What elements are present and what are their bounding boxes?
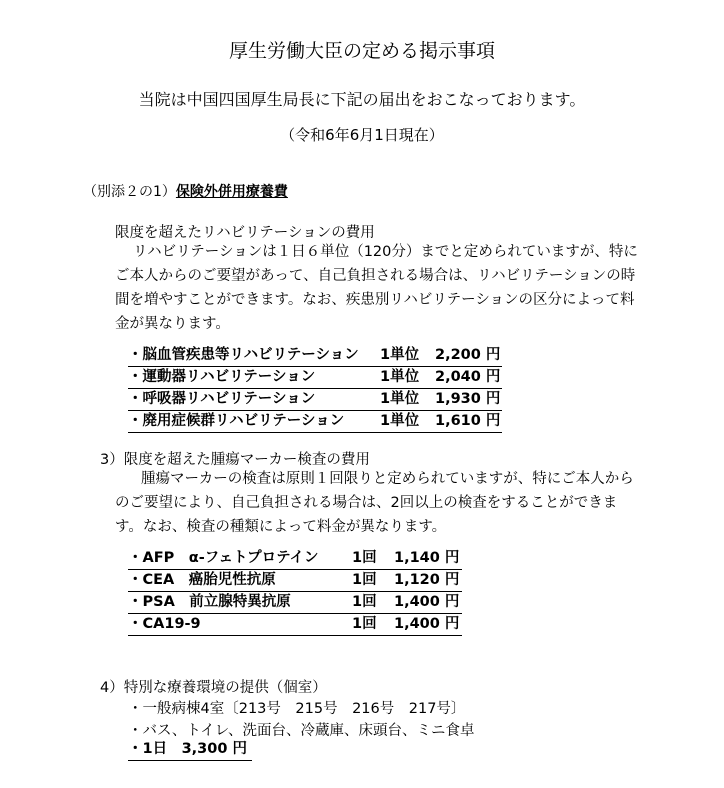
fee-item-price: 1,400 円 — [394, 594, 460, 610]
tumor-fee-row — [128, 570, 462, 592]
rehab-line-3: 間を増やすことができます。なお、疾患別リハビリテーションの区分によって料 — [115, 292, 635, 308]
tumor-fee-row — [128, 592, 462, 614]
tumor-line-2: のご要望により、自己負担される場合は、2回以上の検査をすることができま — [115, 495, 618, 511]
tumor-title: 3）限度を超えた腫瘍マーカー検査の費用 — [100, 452, 370, 468]
fee-item-price: 1,140 円 — [394, 550, 460, 566]
notice-text: 当院は中国四国厚生局長に下記の届出をおこなっております。 — [138, 90, 586, 109]
fee-item-name: ・PSA 前立腺特異抗原 — [128, 594, 291, 610]
rehab-fee-row — [128, 411, 502, 433]
fee-item-unit: 1単位 — [380, 369, 420, 385]
rehab-fee-row — [128, 345, 502, 367]
tumor-fee-row — [128, 614, 462, 636]
annex-section-name: 保険外併用療養費 — [175, 184, 288, 200]
fee-item-unit: 1回 — [352, 550, 377, 566]
fee-item-unit: 1回 — [352, 616, 377, 632]
fee-item-price: 2,040 円 — [435, 369, 501, 385]
page-title: 厚生労働大臣の定める掲示事項 — [228, 40, 495, 62]
rehab-fee-row — [128, 367, 502, 389]
annex-prefix: （別添２の1） — [83, 184, 176, 200]
fee-item-unit: 1単位 — [380, 391, 420, 407]
fee-item-price: 1,120 円 — [394, 572, 460, 588]
fee-item-name: ・脳血管疾患等リハビリテーション — [128, 347, 359, 363]
room-price-text: ・1日 3,300 円 — [128, 741, 248, 757]
tumor-line-3: す。なお、検査の種類によって料金が異なります。 — [115, 519, 447, 535]
fee-item-name: ・CEA 癌胎児性抗原 — [128, 572, 276, 588]
fee-item-name: ・CA19-9 — [128, 616, 201, 632]
rehab-description — [115, 240, 675, 336]
room-price — [128, 739, 252, 761]
rehab-line-4: 金が異なります。 — [115, 316, 230, 332]
room-title: 4）特別な療養環境の提供（個室） — [100, 680, 327, 696]
fee-item-price: 1,610 円 — [435, 413, 501, 429]
rehab-line-2: ご本人からのご要望があって、自己負担される場合は、リハビリテーションの時 — [115, 268, 636, 284]
room-facilities: ・バス、トイレ、洗面台、冷蔵庫、床頭台、ミニ食卓 — [128, 723, 475, 739]
fee-item-unit: 1回 — [352, 594, 377, 610]
fee-item-price: 1,400 円 — [394, 616, 460, 632]
rehab-line-1: リハビリテーションは１日６単位（120分）までと定められていますが、特に — [133, 244, 638, 260]
fee-item-price: 1,930 円 — [435, 391, 501, 407]
fee-item-name: ・運動器リハビリテーション — [128, 369, 316, 385]
rehab-title: 限度を超えたリハビリテーションの費用 — [115, 225, 375, 241]
fee-item-unit: 1単位 — [380, 413, 420, 429]
room-ward: ・一般病棟4室〔213号 215号 216号 217号〕 — [128, 701, 466, 717]
annex-heading — [83, 181, 288, 201]
fee-item-price: 2,200 円 — [435, 347, 501, 363]
fee-item-name: ・呼吸器リハビリテーション — [128, 391, 316, 407]
tumor-description — [115, 467, 675, 539]
fee-item-name: ・AFP α-フェトプロテイン — [128, 550, 319, 566]
fee-item-unit: 1単位 — [380, 347, 420, 363]
effective-date: （令和6年6月1日現在） — [280, 126, 444, 144]
fee-item-name: ・廃用症候群リハビリテーション — [128, 413, 345, 429]
tumor-line-1: 腫瘍マーカーの検査は原則１回限りと定められていますが、特にご本人から — [141, 471, 634, 487]
tumor-fee-row — [128, 548, 462, 570]
fee-item-unit: 1回 — [352, 572, 377, 588]
rehab-fee-row — [128, 389, 502, 411]
